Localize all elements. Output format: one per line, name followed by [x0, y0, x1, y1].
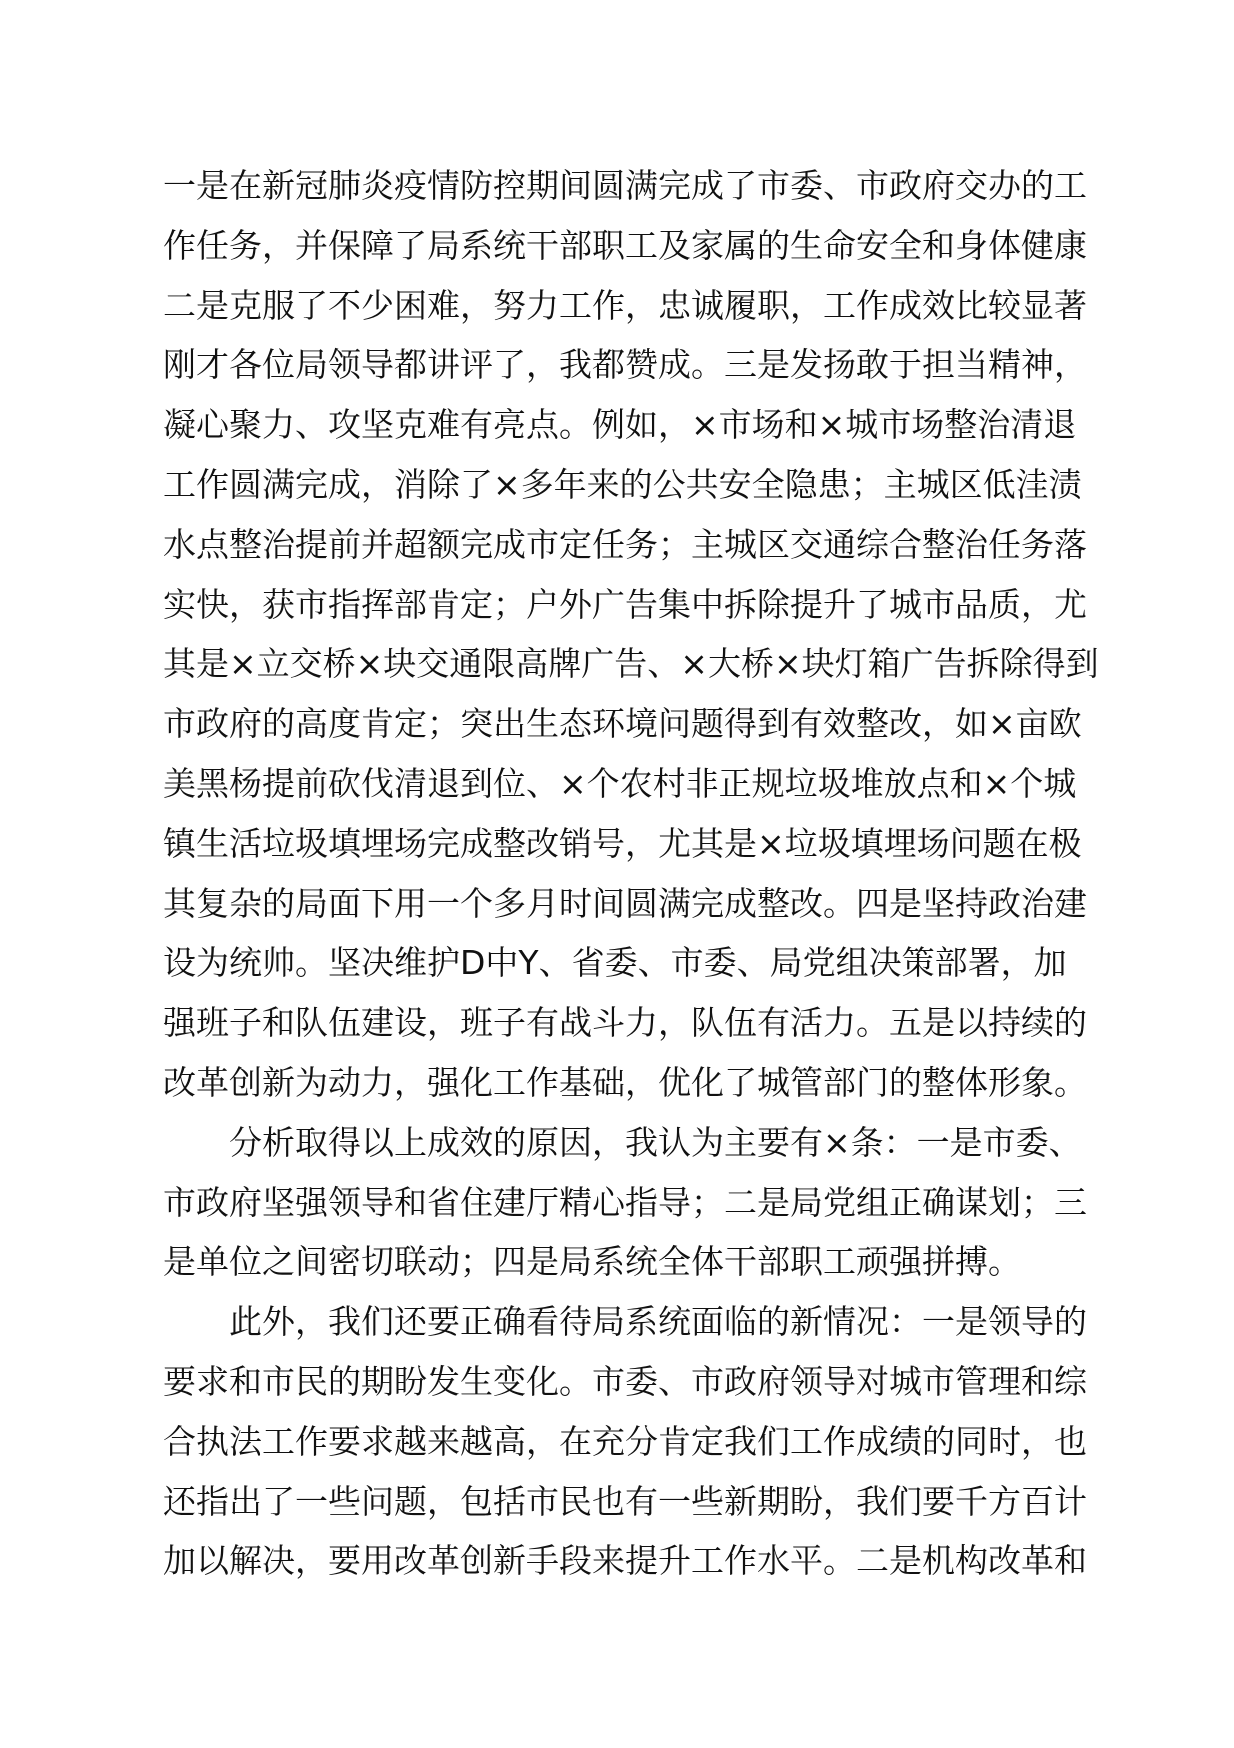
- text-line: 美黑杨提前砍伐清退到位、×个农村非正规垃圾堆放点和×个城: [163, 763, 1077, 803]
- text-line: 是单位之间密切联动；四是局系统全体干部职工顽强拼搏。: [163, 1242, 1021, 1282]
- text-line: 加以解决，要用改革创新手段来提升工作水平。二是机构改革和: [163, 1541, 1087, 1581]
- text-line: 作任务，并保障了局系统干部职工及家属的生命安全和身体健康: [163, 225, 1087, 265]
- text-line: 强班子和队伍建设，班子有战斗力，队伍有活力。五是以持续的: [163, 1003, 1087, 1043]
- text-line: 二是克服了不少困难，努力工作，忠诚履职，工作成效比较显著: [163, 285, 1087, 325]
- text-line: 其复杂的局面下用一个多月时间圆满完成整改。四是坚持政治建: [163, 883, 1087, 923]
- text-line: 设为统帅。坚决维护D中Y、省委、市委、局党组决策部署，加: [163, 943, 1067, 983]
- body-text: [163, 156, 1123, 1591]
- paragraph-first-line: 此外，我们还要正确看待局系统面临的新情况：一是领导的: [229, 1302, 1087, 1342]
- text-line: 合执法工作要求越来越高，在充分肯定我们工作成绩的同时，也: [163, 1421, 1087, 1461]
- text-line: 改革创新为动力，强化工作基础，优化了城管部门的整体形象。: [163, 1062, 1087, 1102]
- text-line: 刚才各位局领导都讲评了，我都赞成。三是发扬敢于担当精神，: [163, 345, 1087, 385]
- text-line: 实快，获市指挥部肯定；户外广告集中拆除提升了城市品质，尤: [163, 584, 1087, 624]
- text-line: 要求和市民的期盼发生变化。市委、市政府领导对城市管理和综: [163, 1361, 1087, 1401]
- paragraph-first-line: 分析取得以上成效的原因，我认为主要有×条：一是市委、: [229, 1122, 1082, 1162]
- text-line: 市政府坚强领导和省住建厅精心指导；二是局党组正确谋划；三: [163, 1182, 1087, 1222]
- text-line: 镇生活垃圾填埋场完成整改销号，尤其是×垃圾填埋场问题在极: [163, 823, 1082, 863]
- text-line: 工作圆满完成，消除了×多年来的公共安全隐患；主城区低洼渍: [163, 464, 1082, 504]
- text-line: 凝心聚力、攻坚克难有亮点。例如，×市场和×城市场整治清退: [163, 405, 1077, 445]
- text-line: 还指出了一些问题，包括市民也有一些新期盼，我们要千方百计: [163, 1481, 1087, 1521]
- text-line: 水点整治提前并超额完成市定任务；主城区交通综合整治任务落: [163, 524, 1087, 564]
- text-line: 其是×立交桥×块交通限高牌广告、×大桥×块灯箱广告拆除得到: [163, 644, 1099, 684]
- text-line: 一是在新冠肺炎疫情防控期间圆满完成了市委、市政府交办的工: [163, 166, 1087, 205]
- text-line: 市政府的高度肯定；突出生态环境问题得到有效整改，如×亩欧: [163, 704, 1082, 744]
